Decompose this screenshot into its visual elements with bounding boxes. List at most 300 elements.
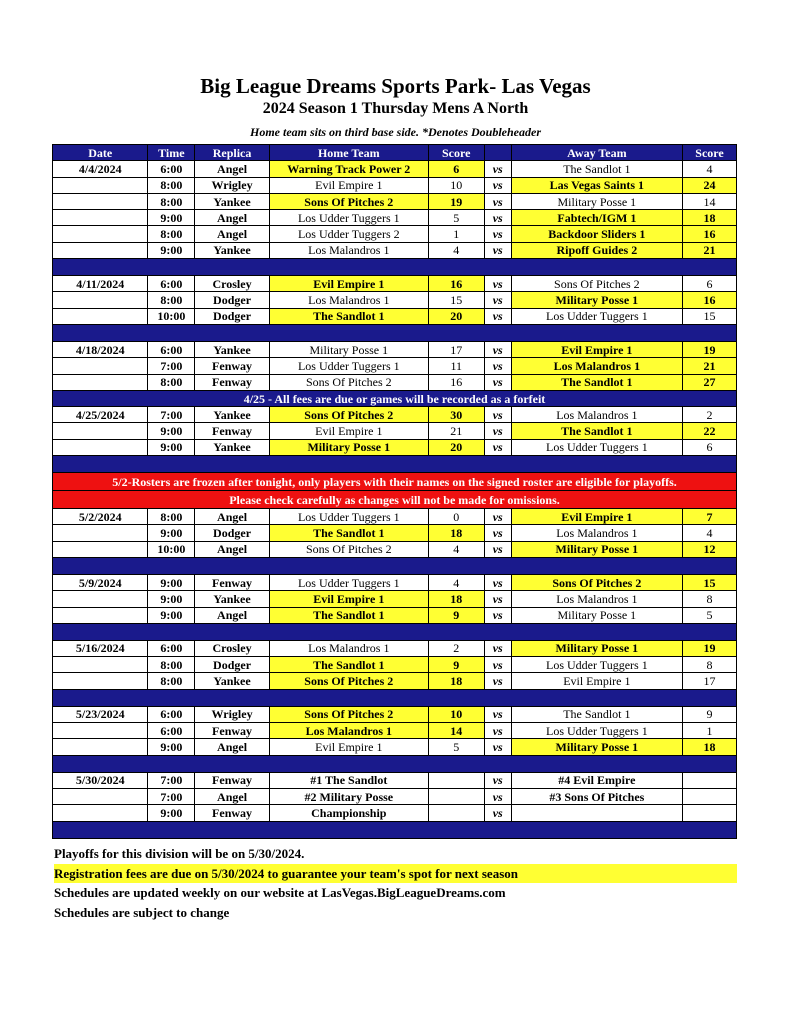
schedule-body (53, 161, 737, 838)
home-team: Los Udder Tuggers 1 (269, 358, 428, 374)
game-date (53, 541, 148, 557)
game-time: 8:00 (148, 374, 195, 390)
vs-label: vs (484, 226, 511, 242)
replica-field: Crosley (195, 276, 270, 292)
vs-label: vs (484, 341, 511, 357)
col-away-score: Score (682, 145, 736, 161)
replica-field: Wrigley (195, 706, 270, 722)
game-date (53, 210, 148, 226)
vs-label: vs (484, 525, 511, 541)
game-date (53, 739, 148, 755)
away-score: 15 (682, 574, 736, 590)
vs-label: vs (484, 723, 511, 739)
away-team: Military Posse 1 (511, 607, 682, 623)
replica-field: Angel (195, 739, 270, 755)
game-time: 7:00 (148, 358, 195, 374)
replica-field: Dodger (195, 292, 270, 308)
game-date (53, 242, 148, 258)
game-time: 7:00 (148, 788, 195, 804)
game-date (53, 788, 148, 804)
table-row (53, 640, 737, 656)
home-score (428, 788, 484, 804)
home-score: 16 (428, 276, 484, 292)
away-team: Military Posse 1 (511, 739, 682, 755)
game-time: 7:00 (148, 772, 195, 788)
separator-bar (53, 259, 737, 276)
page-title: Big League Dreams Sports Park- Las Vegas (200, 74, 591, 98)
week-separator (53, 456, 737, 473)
away-score: 6 (682, 439, 736, 455)
home-team: Sons Of Pitches 2 (269, 374, 428, 390)
away-team: Los Malandros 1 (511, 591, 682, 607)
table-row (53, 242, 737, 258)
home-team: The Sandlot 1 (269, 525, 428, 541)
game-time: 9:00 (148, 805, 195, 821)
vs-label: vs (484, 308, 511, 324)
home-score (428, 805, 484, 821)
home-team: Evil Empire 1 (269, 739, 428, 755)
away-score: 9 (682, 706, 736, 722)
home-team: Los Malandros 1 (269, 723, 428, 739)
game-date: 5/23/2024 (53, 706, 148, 722)
game-time: 9:00 (148, 439, 195, 455)
away-score: 19 (682, 640, 736, 656)
vs-label: vs (484, 788, 511, 804)
away-team: Military Posse 1 (511, 292, 682, 308)
vs-label: vs (484, 374, 511, 390)
col-home-score: Score (428, 145, 484, 161)
week-separator (53, 689, 737, 706)
home-score: 4 (428, 242, 484, 258)
home-score: 11 (428, 358, 484, 374)
home-team: Evil Empire 1 (269, 591, 428, 607)
away-team: The Sandlot 1 (511, 374, 682, 390)
away-team: Fabtech/IGM 1 (511, 210, 682, 226)
table-row (53, 673, 737, 689)
game-time: 8:00 (148, 292, 195, 308)
game-time: 8:00 (148, 193, 195, 209)
replica-field: Angel (195, 226, 270, 242)
replica-field: Angel (195, 161, 270, 177)
replica-field: Dodger (195, 525, 270, 541)
vs-label: vs (484, 706, 511, 722)
week-separator (53, 557, 737, 574)
table-row (53, 657, 737, 673)
vs-label: vs (484, 242, 511, 258)
game-time: 6:00 (148, 723, 195, 739)
vs-label: vs (484, 739, 511, 755)
home-team: Los Malandros 1 (269, 640, 428, 656)
replica-field: Dodger (195, 657, 270, 673)
away-team: Military Posse 1 (511, 640, 682, 656)
away-score: 6 (682, 276, 736, 292)
vs-label: vs (484, 591, 511, 607)
away-team: The Sandlot 1 (511, 161, 682, 177)
game-time: 10:00 (148, 308, 195, 324)
table-row (53, 525, 737, 541)
away-score: 16 (682, 292, 736, 308)
replica-field: Yankee (195, 242, 270, 258)
away-score: 18 (682, 210, 736, 226)
separator-bar (53, 689, 737, 706)
home-score: 5 (428, 210, 484, 226)
away-team: Sons Of Pitches 2 (511, 276, 682, 292)
table-row (53, 439, 737, 455)
replica-field: Yankee (195, 673, 270, 689)
week-separator (53, 324, 737, 341)
updates-note: Schedules are updated weekly on our website at LasVegas.BigLeagueDreams.com (54, 885, 506, 900)
game-date (53, 607, 148, 623)
away-team: Los Malandros 1 (511, 407, 682, 423)
home-team: #1 The Sandlot (269, 772, 428, 788)
away-team: Evil Empire 1 (511, 509, 682, 525)
home-team: Los Udder Tuggers 1 (269, 210, 428, 226)
game-time: 9:00 (148, 574, 195, 590)
away-team: Military Posse 1 (511, 541, 682, 557)
vs-label: vs (484, 805, 511, 821)
game-time: 6:00 (148, 161, 195, 177)
away-score: 16 (682, 226, 736, 242)
home-team: The Sandlot 1 (269, 308, 428, 324)
separator-bar (53, 557, 737, 574)
vs-label: vs (484, 772, 511, 788)
away-score: 27 (682, 374, 736, 390)
roster-alert-row (53, 473, 737, 491)
game-time: 8:00 (148, 657, 195, 673)
away-team: Los Udder Tuggers 1 (511, 439, 682, 455)
table-row (53, 292, 737, 308)
subject-note: Schedules are subject to change (54, 905, 230, 920)
away-team: #3 Sons Of Pitches (511, 788, 682, 804)
replica-field: Fenway (195, 423, 270, 439)
vs-label: vs (484, 607, 511, 623)
away-score: 5 (682, 607, 736, 623)
away-team: Evil Empire 1 (511, 341, 682, 357)
col-home-team: Home Team (269, 145, 428, 161)
game-time: 9:00 (148, 423, 195, 439)
vs-label: vs (484, 177, 511, 193)
table-row (53, 276, 737, 292)
away-team: Los Malandros 1 (511, 525, 682, 541)
roster-alert-text: Please check carefully as changes will not be made for omissions. (53, 491, 737, 509)
table-row (53, 574, 737, 590)
col-vs (484, 145, 511, 161)
away-team: Military Posse 1 (511, 193, 682, 209)
vs-label: vs (484, 574, 511, 590)
table-row (53, 161, 737, 177)
replica-field: Fenway (195, 723, 270, 739)
col-replica: Replica (195, 145, 270, 161)
vs-label: vs (484, 657, 511, 673)
home-team-note: Home team sits on third base side. *Denotes Doubleheader (250, 125, 541, 139)
table-row (53, 805, 737, 821)
away-score: 1 (682, 723, 736, 739)
home-team: Sons Of Pitches 2 (269, 193, 428, 209)
game-date (53, 439, 148, 455)
replica-field: Crosley (195, 640, 270, 656)
table-row (53, 423, 737, 439)
away-score: 15 (682, 308, 736, 324)
home-team: Sons Of Pitches 2 (269, 541, 428, 557)
home-score: 18 (428, 673, 484, 689)
away-team: Los Udder Tuggers 1 (511, 657, 682, 673)
away-score: 21 (682, 242, 736, 258)
game-date (53, 805, 148, 821)
game-date (53, 591, 148, 607)
game-time: 9:00 (148, 242, 195, 258)
week-separator (53, 821, 737, 838)
vs-label: vs (484, 193, 511, 209)
away-score: 8 (682, 591, 736, 607)
home-team: The Sandlot 1 (269, 607, 428, 623)
game-time: 9:00 (148, 739, 195, 755)
away-score: 12 (682, 541, 736, 557)
home-score: 17 (428, 341, 484, 357)
week-separator (53, 623, 737, 640)
playoffs-note: Playoffs for this division will be on 5/30/2024. (54, 846, 305, 861)
home-team: #2 Military Posse (269, 788, 428, 804)
registration-note: Registration fees are due on 5/30/2024 to guarantee your team's spot for next season (54, 864, 737, 883)
game-date (53, 308, 148, 324)
away-score: 2 (682, 407, 736, 423)
fees-notice-text: 4/25 - All fees are due or games will be recorded as a forfeit (53, 390, 737, 406)
game-time: 8:00 (148, 509, 195, 525)
home-score: 4 (428, 541, 484, 557)
home-team: Military Posse 1 (269, 341, 428, 357)
replica-field: Yankee (195, 341, 270, 357)
home-score: 14 (428, 723, 484, 739)
home-team: Sons Of Pitches 2 (269, 673, 428, 689)
week-separator (53, 755, 737, 772)
vs-label: vs (484, 292, 511, 308)
replica-field: Fenway (195, 574, 270, 590)
home-score: 19 (428, 193, 484, 209)
table-row (53, 591, 737, 607)
game-time: 6:00 (148, 341, 195, 357)
game-date (53, 525, 148, 541)
away-score: 14 (682, 193, 736, 209)
home-score: 30 (428, 407, 484, 423)
table-row (53, 509, 737, 525)
season-subtitle: 2024 Season 1 Thursday Mens A North (262, 100, 529, 117)
game-time: 8:00 (148, 673, 195, 689)
game-time: 9:00 (148, 525, 195, 541)
home-score: 18 (428, 591, 484, 607)
separator-bar (53, 755, 737, 772)
replica-field: Angel (195, 509, 270, 525)
game-time: 9:00 (148, 210, 195, 226)
game-time: 10:00 (148, 541, 195, 557)
game-date: 4/4/2024 (53, 161, 148, 177)
vs-label: vs (484, 509, 511, 525)
home-team: Sons Of Pitches 2 (269, 706, 428, 722)
away-team: Ripoff Guides 2 (511, 242, 682, 258)
away-team: Los Udder Tuggers 1 (511, 723, 682, 739)
game-date (53, 723, 148, 739)
table-row (53, 407, 737, 423)
game-date (53, 358, 148, 374)
away-team: Backdoor Sliders 1 (511, 226, 682, 242)
table-row (53, 193, 737, 209)
away-score: 4 (682, 525, 736, 541)
table-row (53, 358, 737, 374)
home-team: Evil Empire 1 (269, 177, 428, 193)
game-date (53, 423, 148, 439)
away-team (511, 805, 682, 821)
home-team: The Sandlot 1 (269, 657, 428, 673)
home-team: Sons Of Pitches 2 (269, 407, 428, 423)
home-score: 4 (428, 574, 484, 590)
away-score: 17 (682, 673, 736, 689)
home-team: Military Posse 1 (269, 439, 428, 455)
away-score: 21 (682, 358, 736, 374)
game-date: 5/30/2024 (53, 772, 148, 788)
replica-field: Angel (195, 541, 270, 557)
game-date (53, 193, 148, 209)
replica-field: Wrigley (195, 177, 270, 193)
vs-label: vs (484, 210, 511, 226)
replica-field: Fenway (195, 358, 270, 374)
roster-alert-text: 5/2-Rosters are frozen after tonight, only players with their names on the signed roster are eligible for playoffs. (53, 473, 737, 491)
home-score: 0 (428, 509, 484, 525)
home-score: 6 (428, 161, 484, 177)
game-date: 5/2/2024 (53, 509, 148, 525)
home-team: Los Udder Tuggers 1 (269, 574, 428, 590)
schedule-table (52, 144, 737, 839)
away-score: 24 (682, 177, 736, 193)
away-team: Sons Of Pitches 2 (511, 574, 682, 590)
game-date: 5/9/2024 (53, 574, 148, 590)
home-score: 15 (428, 292, 484, 308)
home-team: Los Udder Tuggers 1 (269, 509, 428, 525)
game-time: 6:00 (148, 276, 195, 292)
game-date (53, 226, 148, 242)
home-score: 21 (428, 423, 484, 439)
vs-label: vs (484, 276, 511, 292)
table-row (53, 739, 737, 755)
away-score: 22 (682, 423, 736, 439)
table-row (53, 308, 737, 324)
away-team: Las Vegas Saints 1 (511, 177, 682, 193)
away-team: #4 Evil Empire (511, 772, 682, 788)
table-row (53, 226, 737, 242)
vs-label: vs (484, 439, 511, 455)
table-row (53, 788, 737, 804)
replica-field: Yankee (195, 439, 270, 455)
away-score: 4 (682, 161, 736, 177)
away-score (682, 788, 736, 804)
table-row (53, 723, 737, 739)
vs-label: vs (484, 423, 511, 439)
replica-field: Dodger (195, 308, 270, 324)
game-time: 6:00 (148, 640, 195, 656)
away-team: The Sandlot 1 (511, 706, 682, 722)
separator-bar (53, 324, 737, 341)
replica-field: Angel (195, 210, 270, 226)
replica-field: Fenway (195, 374, 270, 390)
vs-label: vs (484, 161, 511, 177)
home-score: 5 (428, 739, 484, 755)
vs-label: vs (484, 358, 511, 374)
home-score: 18 (428, 525, 484, 541)
home-score: 20 (428, 308, 484, 324)
away-team: Los Udder Tuggers 1 (511, 308, 682, 324)
game-date (53, 177, 148, 193)
game-time: 9:00 (148, 591, 195, 607)
separator-bar (53, 821, 737, 838)
home-score: 1 (428, 226, 484, 242)
home-score: 10 (428, 706, 484, 722)
separator-bar (53, 456, 737, 473)
home-team: Los Malandros 1 (269, 292, 428, 308)
home-score: 10 (428, 177, 484, 193)
home-team: Los Udder Tuggers 2 (269, 226, 428, 242)
replica-field: Fenway (195, 805, 270, 821)
roster-alert-row (53, 491, 737, 509)
away-team: Evil Empire 1 (511, 673, 682, 689)
col-date: Date (53, 145, 148, 161)
home-score: 2 (428, 640, 484, 656)
table-header-row (53, 145, 737, 161)
home-team: Warning Track Power 2 (269, 161, 428, 177)
replica-field: Fenway (195, 772, 270, 788)
separator-bar (53, 623, 737, 640)
away-score (682, 805, 736, 821)
fees-notice-row (53, 390, 737, 406)
home-score: 16 (428, 374, 484, 390)
game-time: 7:00 (148, 407, 195, 423)
game-date (53, 673, 148, 689)
table-row (53, 772, 737, 788)
game-time: 8:00 (148, 226, 195, 242)
game-date (53, 374, 148, 390)
vs-label: vs (484, 407, 511, 423)
home-team: Championship (269, 805, 428, 821)
away-score: 7 (682, 509, 736, 525)
home-team: Evil Empire 1 (269, 276, 428, 292)
col-away-team: Away Team (511, 145, 682, 161)
game-date: 4/25/2024 (53, 407, 148, 423)
vs-label: vs (484, 640, 511, 656)
replica-field: Yankee (195, 407, 270, 423)
col-time: Time (148, 145, 195, 161)
table-row (53, 541, 737, 557)
away-score: 18 (682, 739, 736, 755)
home-score (428, 772, 484, 788)
game-time: 8:00 (148, 177, 195, 193)
game-date: 5/16/2024 (53, 640, 148, 656)
table-row (53, 210, 737, 226)
vs-label: vs (484, 541, 511, 557)
replica-field: Yankee (195, 193, 270, 209)
home-score: 9 (428, 607, 484, 623)
replica-field: Angel (195, 607, 270, 623)
replica-field: Yankee (195, 591, 270, 607)
away-score: 8 (682, 657, 736, 673)
home-team: Los Malandros 1 (269, 242, 428, 258)
table-row (53, 177, 737, 193)
home-score: 20 (428, 439, 484, 455)
game-date (53, 292, 148, 308)
home-team: Evil Empire 1 (269, 423, 428, 439)
away-score (682, 772, 736, 788)
vs-label: vs (484, 673, 511, 689)
game-time: 9:00 (148, 607, 195, 623)
table-row (53, 374, 737, 390)
home-score: 9 (428, 657, 484, 673)
game-date: 4/11/2024 (53, 276, 148, 292)
game-date (53, 657, 148, 673)
